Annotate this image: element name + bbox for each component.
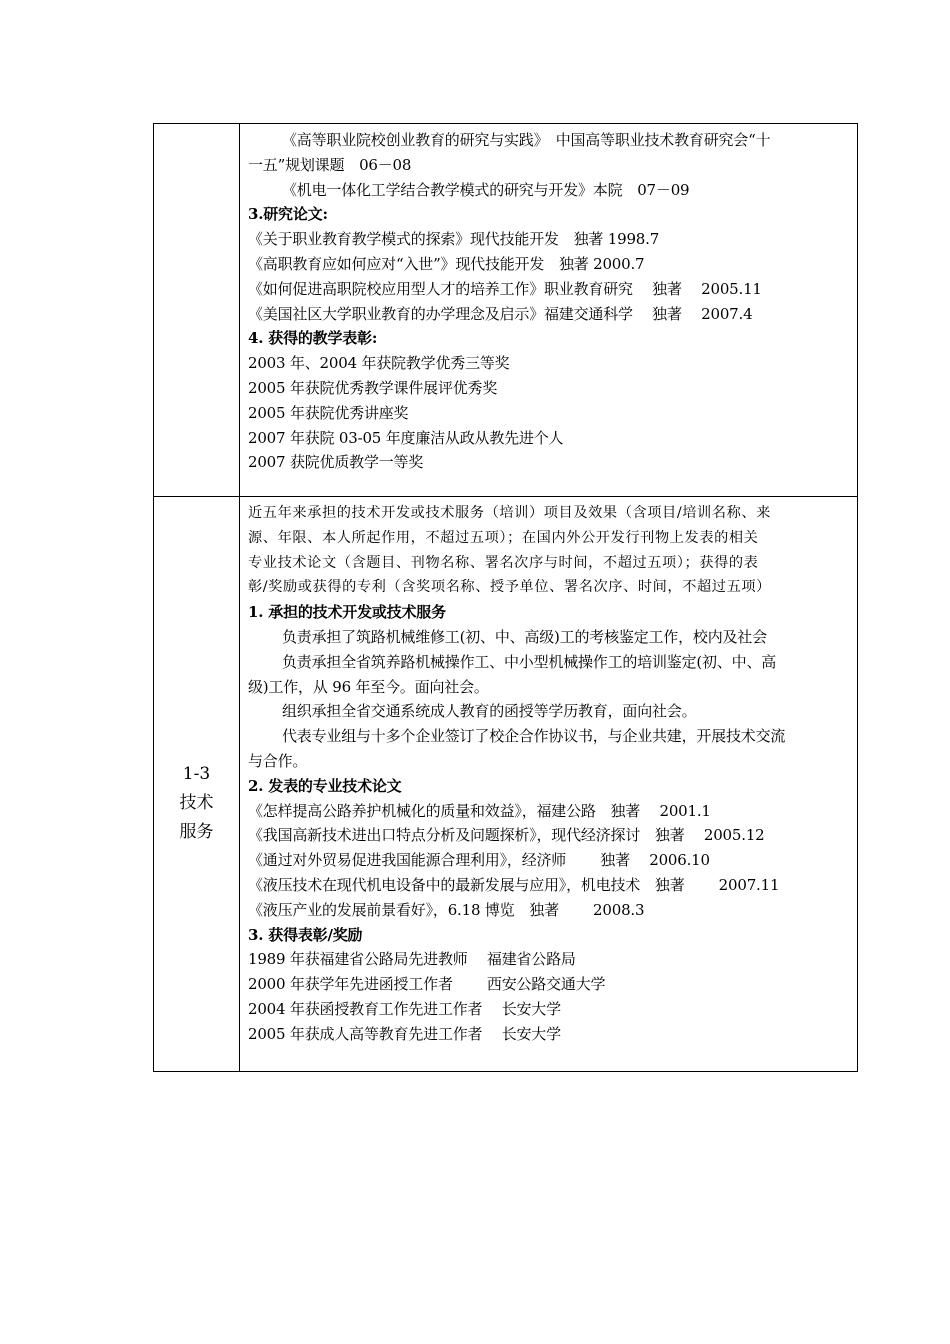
text-line: 组织承担全省交通系统成人教育的函授等学历教育，面向社会。: [282, 702, 697, 721]
text-line: 2007 获院优质教学一等奖: [248, 453, 424, 472]
section-heading: 3.研究论文:: [248, 205, 328, 224]
label-cell-tech-service: [154, 497, 240, 1072]
text-line: 一五”规划课题 06－08: [248, 155, 412, 174]
text-line: 2004 年获函授教育工作先进工作者 长安大学: [248, 999, 561, 1018]
content-cell-tech-service: [240, 497, 858, 1072]
section-label-line1: 技术: [179, 792, 214, 813]
text-line: 级)工作，从 96 年至今。面向社会。: [248, 677, 489, 696]
text-line: 《高等职业院校创业教育的研究与实践》 中国高等职业技术教育研究会“十: [282, 131, 771, 149]
section-heading: 2. 发表的专业技术论文: [248, 776, 402, 795]
text-line: 负责承担全省筑养路机械操作工、中小型机械操作工的培训鉴定(初、中、高: [282, 652, 777, 671]
text-line: 2005 年获院优秀讲座奖: [248, 403, 409, 422]
text-line: 与合作。: [248, 751, 308, 770]
text-line: 彰/奖励或获得的专利（含奖项名称、授予单位、署名次序、时间，不超过五项）: [248, 579, 771, 596]
text-line: 近五年来承担的技术开发或技术服务（培训）项目及效果（含项目/培训名称、来: [248, 505, 771, 521]
text-line: 《怎样提高公路养护机械化的质量和效益》，福建公路 独著 2001.1: [248, 801, 711, 820]
text-line: 《美国社区大学职业教育的办学理念及启示》福建交通科学 独著 2007.4: [248, 304, 753, 323]
text-line: 2000 年获学年先进函授工作者 西安公路交通大学: [248, 975, 606, 994]
text-line: 源、年限、本人所起作用，不超过五项）；在国内外公开发行刊物上发表的相关: [248, 529, 759, 546]
text-line: 1989 年获福建省公路局先进教师 福建省公路局: [248, 950, 576, 969]
section-number: 1-3: [182, 763, 211, 784]
text-line: 专业技术论文（含题目、刊物名称、署名次序与时间，不超过五项）；获得的表: [248, 554, 759, 571]
text-line: 《高职教育应如何应对“入世”》现代技能开发 独著 2000.7: [248, 254, 645, 273]
text-line: 《液压产业的发展前景看好》，6.18 博览 独著 2008.3: [248, 900, 645, 919]
text-line: 2005 年获院优秀教学课件展评优秀奖: [248, 378, 498, 397]
text-line: 《关于职业教育教学模式的探索》现代技能开发 独著 1998.7: [248, 230, 660, 249]
section-heading: 4. 获得的教学表彰:: [248, 329, 378, 348]
text-line: 代表专业组与十多个企业签订了校企合作协议书，与企业共建，开展技术交流: [282, 727, 786, 746]
text-line: 2005 年获成人高等教育先进工作者 长安大学: [248, 1024, 561, 1043]
table-row: [154, 124, 858, 497]
text-line: 《我国高新技术进出口特点分析及问题探析》，现代经济探讨 独著 2005.12: [248, 826, 765, 845]
content-cell-research: [240, 124, 858, 497]
label-cell-empty: [154, 124, 240, 497]
section-label-line2: 服务: [179, 821, 214, 842]
document-table: [153, 123, 858, 1072]
text-line: 《机电一体化工学结合教学模式的研究与开发》本院 07－09: [282, 180, 690, 199]
tech-service-content: [240, 497, 857, 1047]
text-line: 《如何促进高职院校应用型人才的培养工作》职业教育研究 独著 2005.11: [248, 279, 762, 298]
text-line: 2003 年、2004 年获院教学优秀三等奖: [248, 354, 510, 373]
text-line: 《液压技术在现代机电设备中的最新发展与应用》，机电技术 独著 2007.11: [248, 875, 780, 894]
text-line: 负责承担了筑路机械维修工(初、中、高级)工的考核鉴定工作，校内及社会: [282, 627, 767, 646]
section-label: [154, 722, 239, 847]
research-content: [240, 124, 857, 475]
text-line: 2007 年获院 03-05 年度廉洁从政从教先进个人: [248, 428, 564, 447]
section-heading: 1. 承担的技术开发或技术服务: [248, 603, 446, 622]
section-heading: 3. 获得表彰/奖励: [248, 925, 363, 944]
table-row: [154, 497, 858, 1072]
text-line: 《通过对外贸易促进我国能源合理利用》，经济师 独著 2006.10: [248, 851, 710, 870]
